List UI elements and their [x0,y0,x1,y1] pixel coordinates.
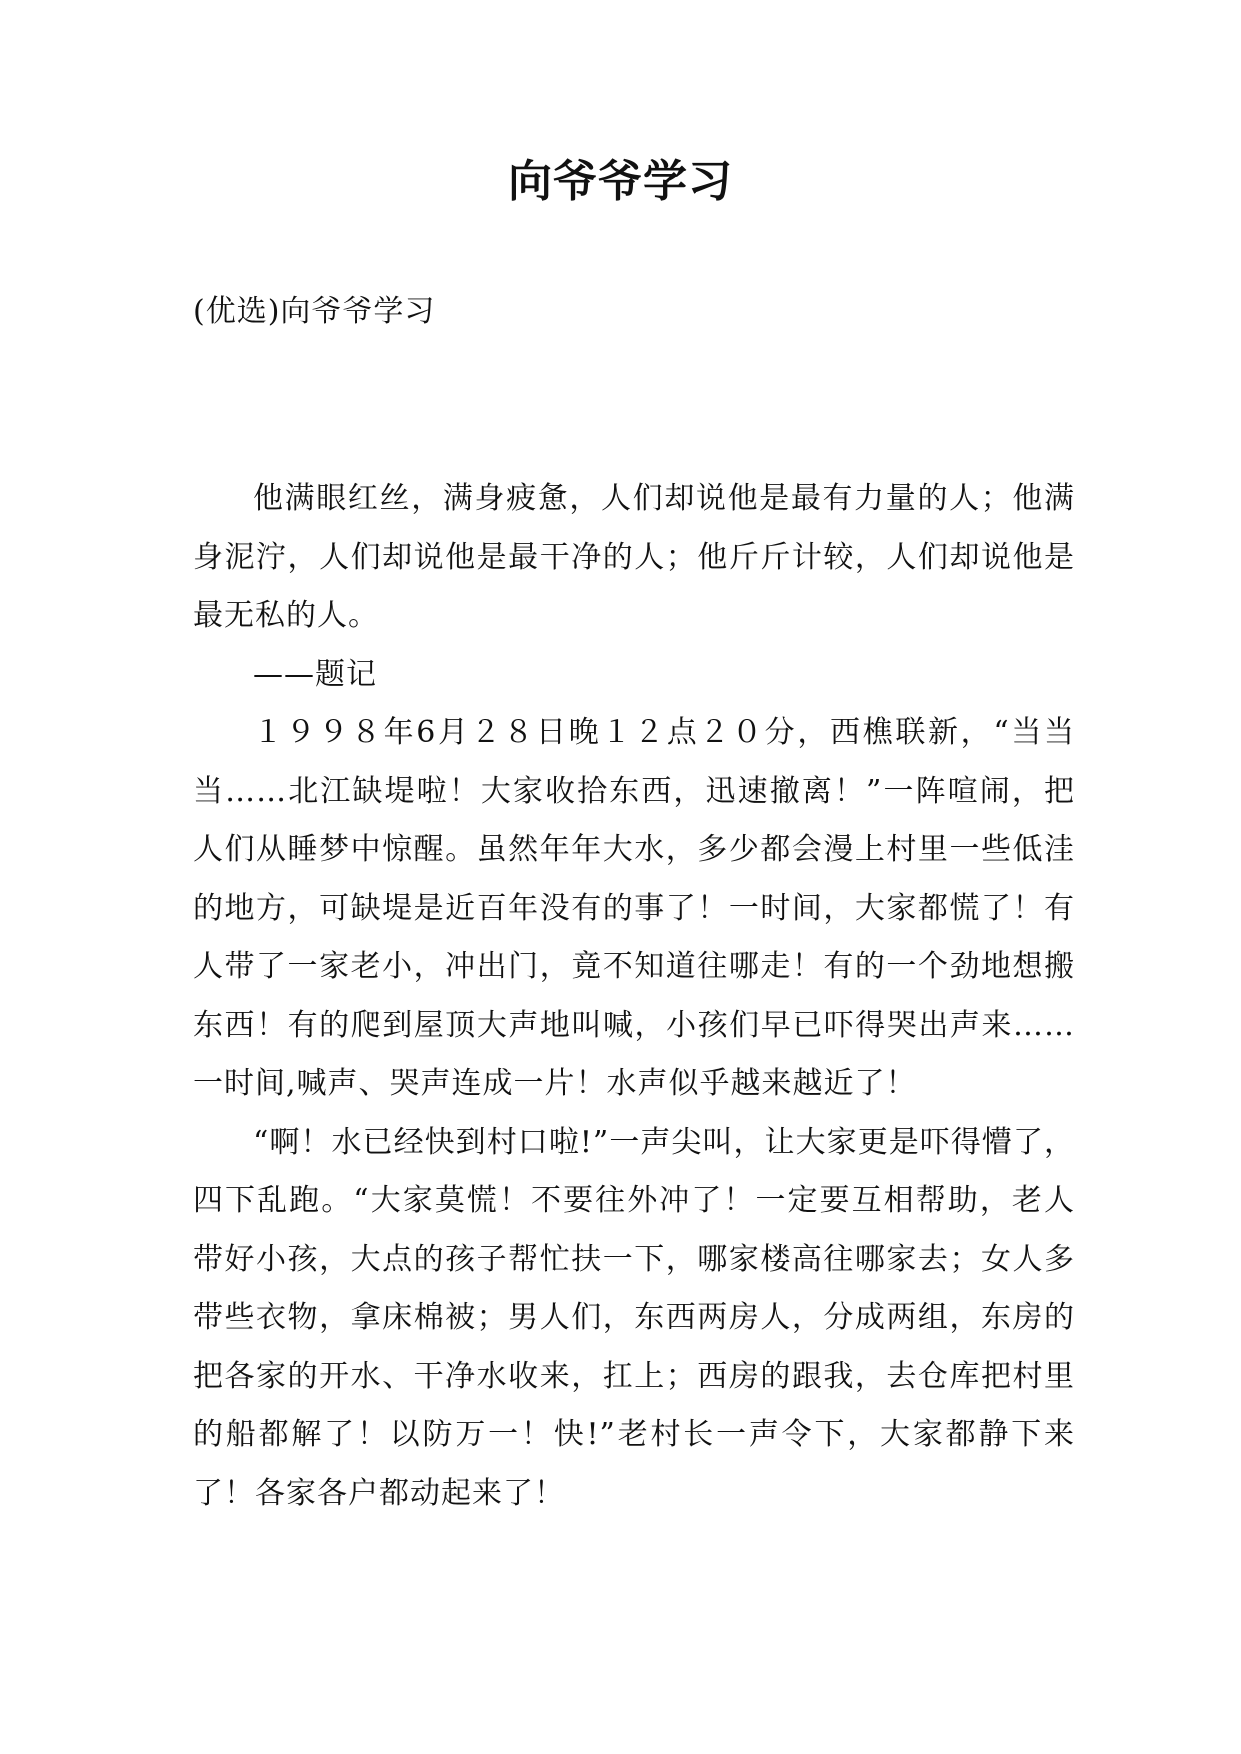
paragraph-village-chief: “啊！水已经快到村口啦!”一声尖叫，让大家更是吓得懵了，四下乱跑。“大家莫慌！不要往外冲了！一定要互相帮助，老人带好小孩，大点的孩子帮忙扶一下，哪家楼高往哪家去；女人多带些衣物，拿床棉被；男人们，东西两房人，分成两组，东房的把各家的开水、干净水收来，扛上；西房的跟我，去仓库把村里的船都解了！以防万一！快!”老村长一声令下，大家都静下来了！各家各户都动起来了！ [193,1124,1075,1511]
paragraph-flood-alarm: １９９８年6月２８日晚１２点２０分，西樵联新，“当当当……北江缺堤啦！大家收拾东西，迅速撤离！”一阵喧闹，把人们从睡梦中惊醒。虽然年年大水，多少都会漫上村里一些低洼的地方，可缺堤是近百年没有的事了！一时间，大家都慌了！有人带了一家老小，冲出门，竟不知道往哪走！有的一个劲地想搬东西！有的爬到屋顶大声地叫喊，小孩们早已吓得哭出声来……一时间,喊声、哭声连成一片！水声似乎越来越近了！ [193,715,1075,1101]
paragraph-epigraph: 他满眼红丝，满身疲惫，人们却说他是最有力量的人；他满身泥泞，人们却说他是最干净的人；他斤斤计较，人们却说他是最无私的人。 [193,481,1075,633]
paragraph-epigraph-source: ——题记 [253,656,377,692]
document-subtitle: (优选)向爷爷学习 [193,294,436,329]
document-body [193,470,1075,1523]
document-title: 向爷爷学习 [508,156,733,207]
